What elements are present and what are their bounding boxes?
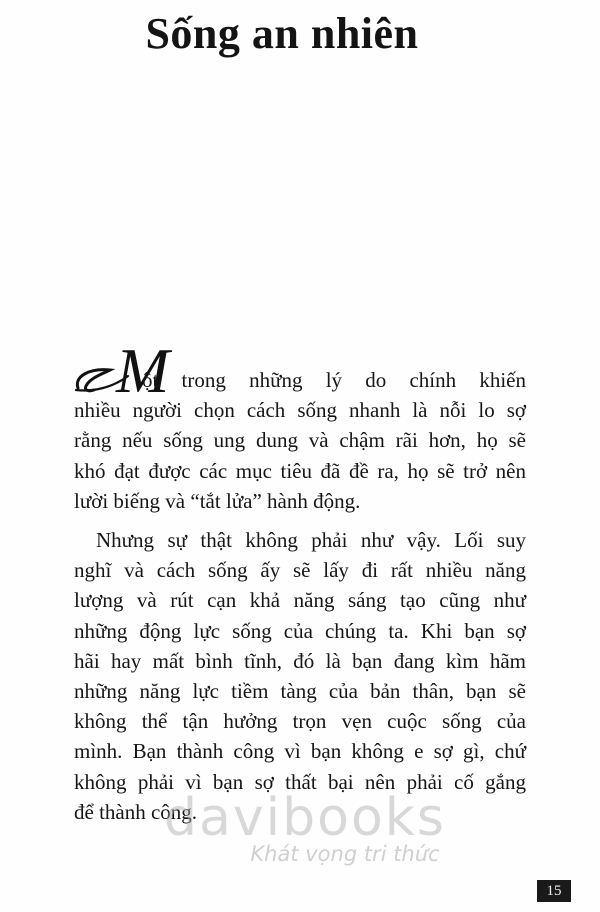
paragraph-2-line: không thể tận hưởng trọn vẹn cuộc sống của <box>74 709 526 734</box>
paragraph-1-line: ột trong những lý do chính khiến <box>142 368 526 392</box>
paragraph-2-line: Nhưng sự thật không phải như vậy. Lối suy <box>96 528 526 552</box>
paragraph-2-line: hãi hay mất bình tĩnh, đó là bạn đang kìm hãm <box>74 648 526 673</box>
watermark-tagline: Khát vọng tri thức <box>250 842 440 866</box>
paragraph-1 <box>74 365 526 516</box>
paragraph-2-line: không phải vì bạn sợ thất bại nên phải cố gắng <box>74 769 526 794</box>
page-number: 15 <box>537 880 571 902</box>
watermark-brand: davibooks <box>164 788 446 848</box>
paragraph-2-line: những động lực sống của chúng ta. Khi bạn sợ <box>74 618 526 643</box>
paragraph-2-line: lượng và rút cạn khả năng sáng tạo cũng như <box>74 588 526 613</box>
chapter-title: Sống an nhiên <box>145 9 419 58</box>
paragraph-1-line: khó đạt được các mục tiêu đã đề ra, họ sẽ trở nên <box>74 458 526 483</box>
paragraph-2-line: mình. Bạn thành công vì bạn không e sợ gì, chứ <box>74 739 526 764</box>
paragraph-1-line: nhiều người chọn cách sống nhanh là nỗi lo sợ <box>74 398 526 423</box>
paragraph-2-line: những năng lực tiềm tàng của bản thân, bạn sẽ <box>74 679 526 704</box>
paragraph-2 <box>74 525 526 827</box>
dropcap-letter: M <box>116 335 170 406</box>
paragraph-2-line: nghĩ và cách sống ấy sẽ lấy đi rất nhiều năng <box>74 558 526 583</box>
paragraph-1-line: rằng nếu sống ung dung và chậm rãi hơn, họ sẽ <box>74 428 526 453</box>
paragraph-2-line: để thành công. <box>74 799 198 824</box>
paragraph-1-line: lười biếng và “tắt lửa” hành động. <box>74 488 361 513</box>
